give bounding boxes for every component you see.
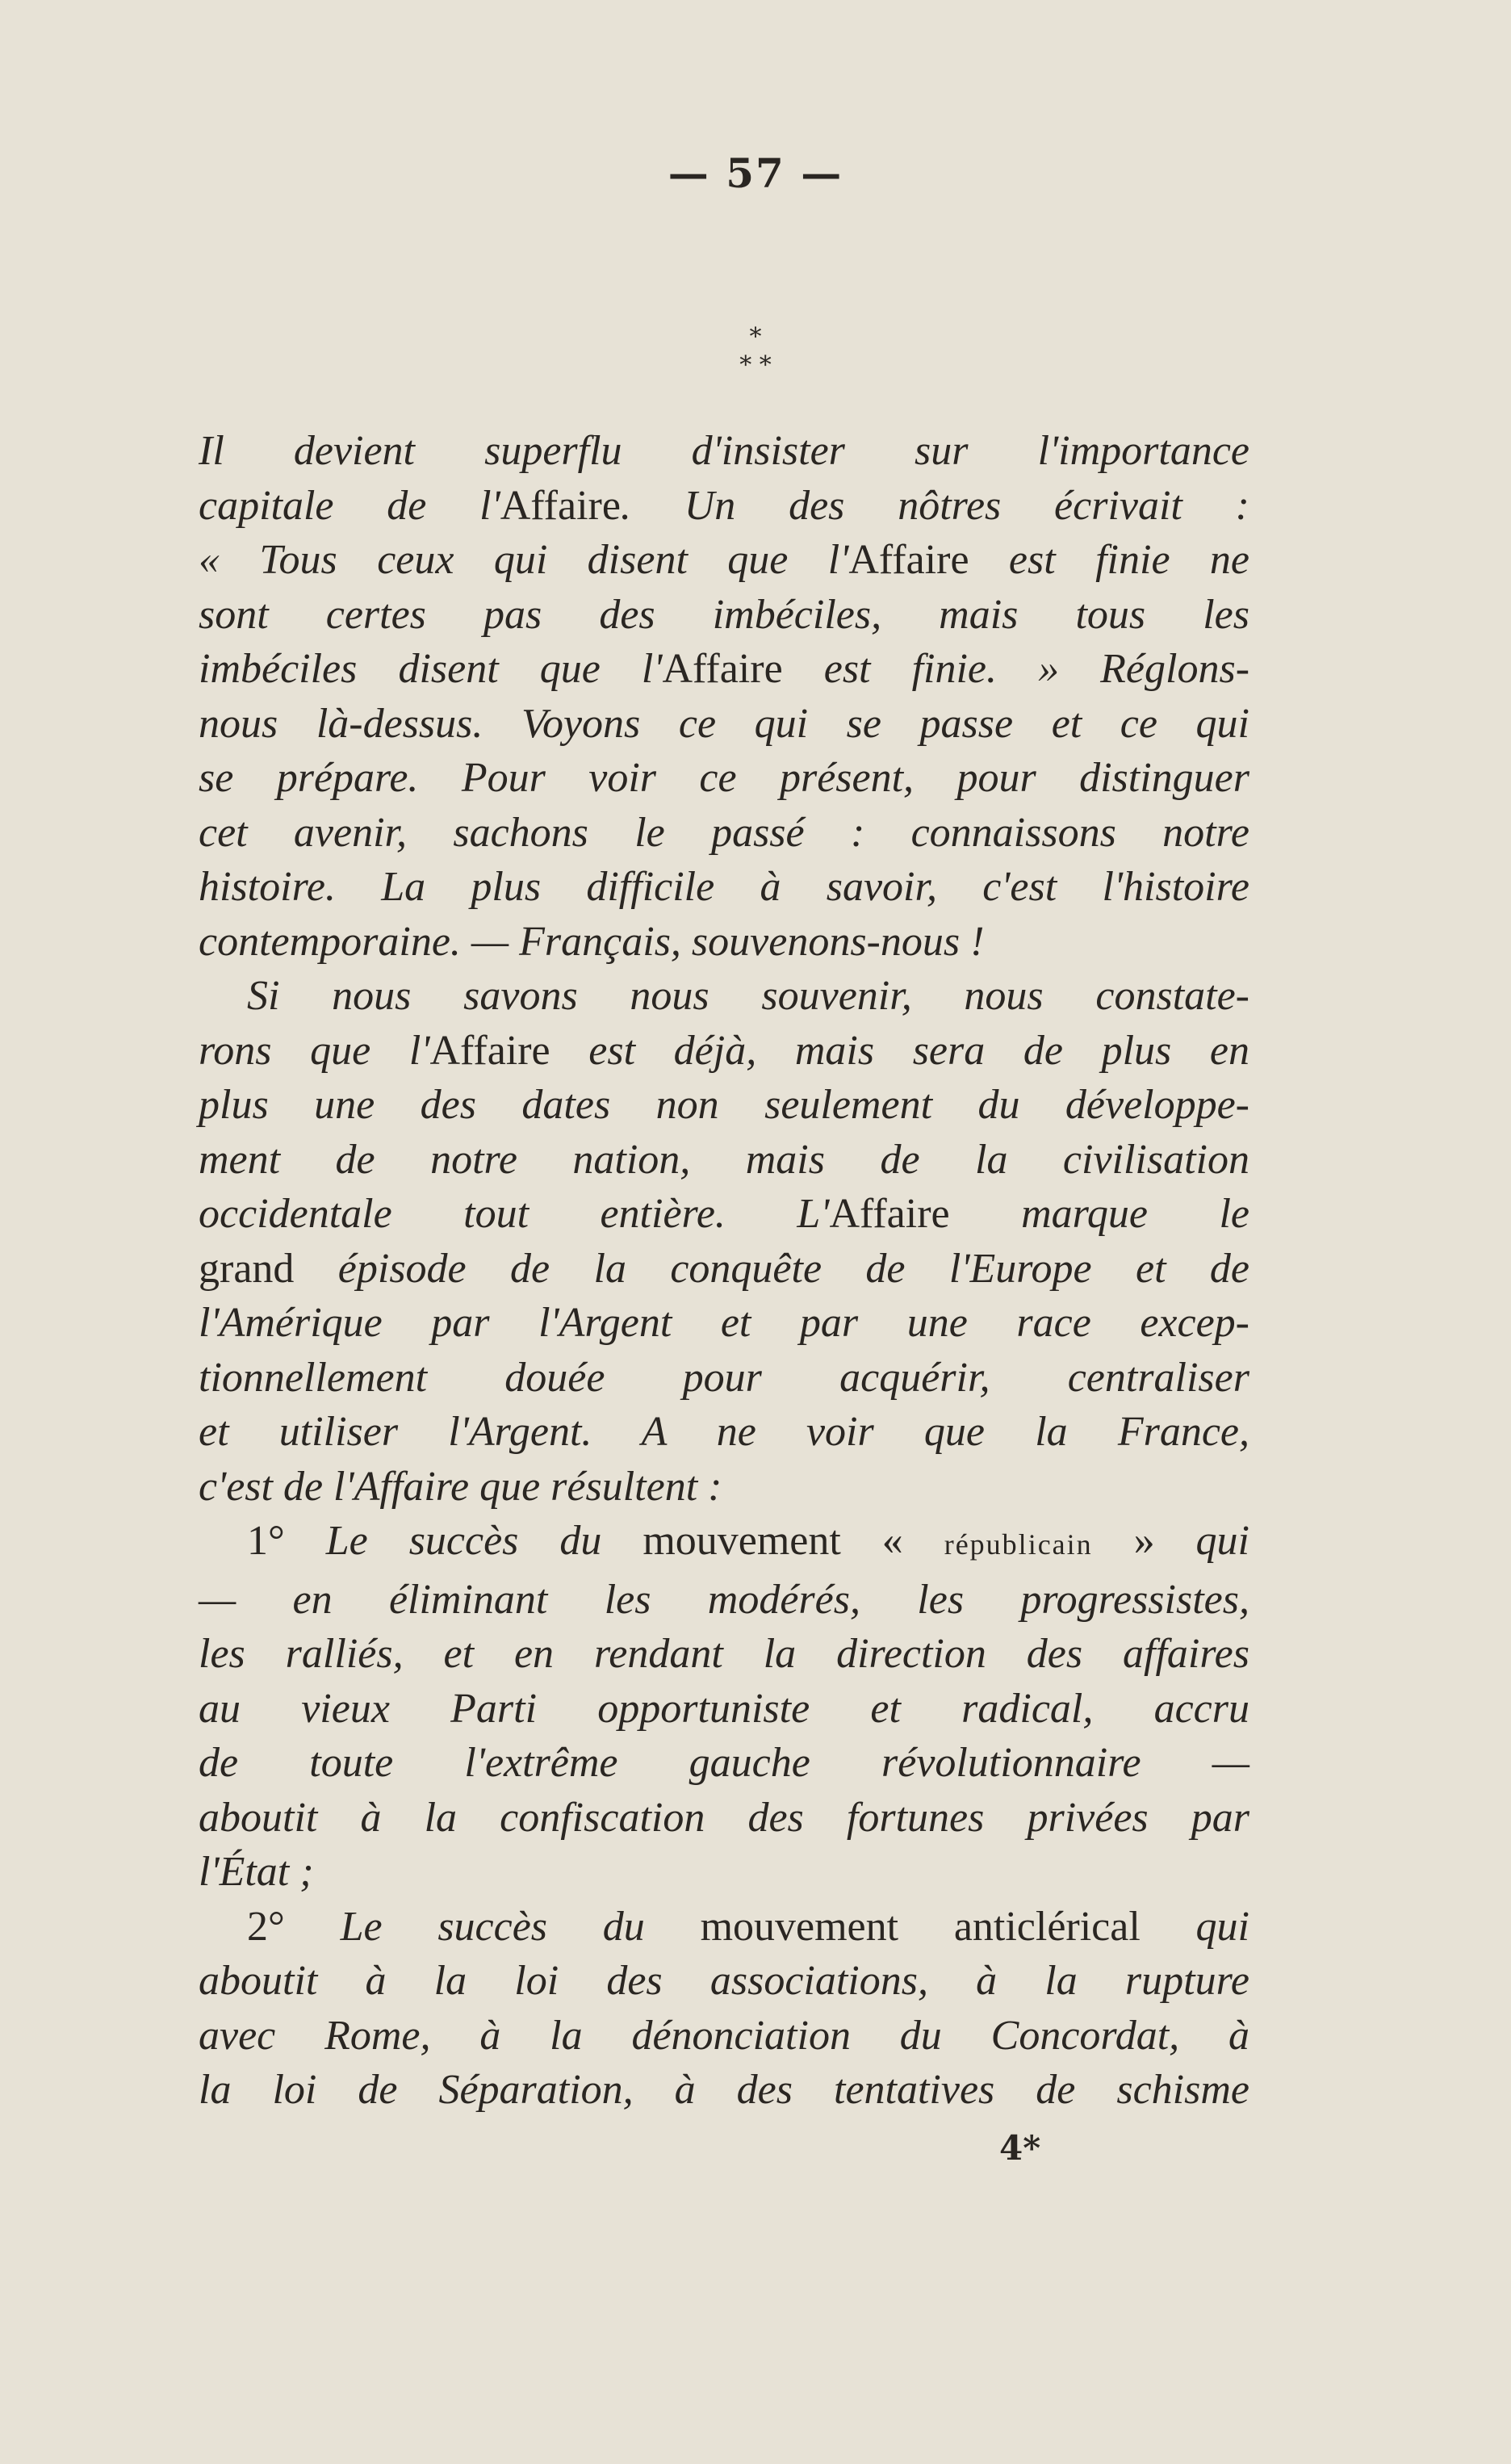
text-line: [199, 1514, 1249, 1573]
italic-run: histoire. La plus difficile à savoir, c'est l'histoire: [199, 864, 1249, 910]
roman-run: mouvement «: [642, 1518, 944, 1564]
italic-run: est finie ne: [969, 537, 1250, 583]
roman-run: Affaire: [429, 1027, 550, 1074]
text-line: [199, 806, 1249, 861]
text-line: [199, 1682, 1249, 1737]
text-line: [199, 533, 1249, 588]
text-line: [199, 697, 1249, 752]
text-line: [199, 642, 1249, 697]
text-line: [199, 860, 1249, 915]
italic-run: l'État ;: [199, 1849, 314, 1895]
italic-run: au vieux Parti opportuniste et radical, accru: [199, 1685, 1249, 1732]
signature-mark: 4*: [999, 2128, 1041, 2168]
italic-run: la loi de Séparation, à des tentatives de schisme: [199, 2067, 1249, 2113]
text-line: [199, 2063, 1249, 2118]
italic-run: épisode de la conquête de l'Europe et de: [294, 1245, 1249, 1292]
text-line: [199, 2009, 1249, 2064]
italic-run: qui: [1154, 1518, 1250, 1564]
italic-run: Si nous savons nous souvenir, nous constate-: [247, 973, 1249, 1019]
text-line: [199, 424, 1249, 479]
text-line: [199, 1791, 1249, 1846]
italic-run: occidentale tout entière. L': [199, 1191, 830, 1237]
roman-run: 2°: [247, 1903, 341, 1950]
italic-run: ment de notre nation, mais de la civilisation: [199, 1136, 1249, 1183]
italic-run: est déjà, mais sera de plus en: [550, 1027, 1249, 1074]
text-line: [199, 1460, 1249, 1515]
small-caps-run: républicain: [944, 1528, 1093, 1561]
italic-run: « Tous ceux qui disent que l': [199, 537, 849, 583]
text-line: [199, 969, 1249, 1024]
text-line: [199, 1024, 1249, 1079]
text-line: [199, 1242, 1249, 1297]
text-line: [199, 1900, 1249, 1955]
text-line: [199, 588, 1249, 643]
italic-run: plus une des dates non seulement du développe-: [199, 1082, 1249, 1128]
italic-run: l'Amérique par l'Argent et par une race excep-: [199, 1300, 1249, 1346]
roman-run: Affaire: [829, 1191, 950, 1237]
text-line: [199, 1573, 1249, 1628]
italic-run: c'est de l'Affaire que résultent :: [199, 1463, 722, 1510]
italic-run: sont certes pas des imbéciles, mais tous les: [199, 591, 1249, 638]
italic-run: aboutit à la confiscation des fortunes privées par: [199, 1794, 1249, 1841]
italic-run: Le succès du: [325, 1518, 643, 1564]
text-line: [199, 1078, 1249, 1133]
italic-run: rons que l': [199, 1027, 430, 1074]
italic-run: est finie. » Réglons-: [782, 646, 1250, 692]
italic-run: aboutit à la loi des associations, à la rupture: [199, 1958, 1249, 2004]
italic-run: imbéciles disent que l': [199, 646, 663, 692]
text-line: [199, 1405, 1249, 1460]
roman-run: »: [1092, 1518, 1155, 1564]
italic-run: cet avenir, sachons le passé : connaissons notre: [199, 809, 1249, 856]
text-line: [199, 1187, 1249, 1242]
text-line: [199, 479, 1249, 534]
text-line: [199, 1954, 1249, 2009]
text-line: [199, 1736, 1249, 1791]
roman-run: grand: [199, 1245, 295, 1292]
text-line: [199, 1351, 1249, 1406]
text-line: [199, 1627, 1249, 1682]
italic-run: — en éliminant les modérés, les progressistes,: [199, 1576, 1249, 1623]
italic-run: avec Rome, à la dénonciation du Concordat, à: [199, 2012, 1249, 2059]
italic-run: Le succès du: [340, 1903, 701, 1950]
text-line: [199, 915, 1249, 970]
italic-run: capitale de l': [199, 482, 500, 529]
text-line: [199, 1845, 1249, 1900]
text-line: [199, 751, 1249, 806]
text-line: [199, 1133, 1249, 1188]
ornament-top-star: *: [749, 323, 762, 351]
italic-run: marque le: [949, 1191, 1250, 1237]
page-number: — 57 —: [668, 149, 843, 197]
text-line: [199, 1296, 1249, 1351]
italic-run: et utiliser l'Argent. A ne voir que la France,: [199, 1409, 1249, 1455]
italic-run: qui: [1140, 1903, 1249, 1950]
italic-run: de toute l'extrême gauche révolutionnaire —: [199, 1740, 1249, 1786]
italic-run: les ralliés, et en rendant la direction des affaires: [199, 1631, 1249, 1677]
italic-run: . Un des nôtres écrivait :: [620, 482, 1249, 529]
roman-run: Affaire: [662, 646, 783, 692]
roman-run: Affaire: [848, 537, 969, 583]
body-text: [199, 424, 1249, 2118]
italic-run: tionnellement douée pour acquérir, centraliser: [199, 1354, 1249, 1401]
roman-run: Affaire: [500, 482, 621, 529]
italic-run: Il devient superflu d'insister sur l'importance: [199, 428, 1249, 474]
italic-run: se prépare. Pour voir ce présent, pour distinguer: [199, 755, 1249, 801]
roman-run: mouvement anticlérical: [700, 1903, 1141, 1950]
italic-run: nous là-dessus. Voyons ce qui se passe et ce qui: [199, 700, 1249, 747]
roman-run: 1°: [247, 1518, 326, 1564]
ornament-bottom-stars: * *: [739, 351, 772, 379]
italic-run: contemporaine. — Français, souvenons-nous !: [199, 918, 985, 965]
